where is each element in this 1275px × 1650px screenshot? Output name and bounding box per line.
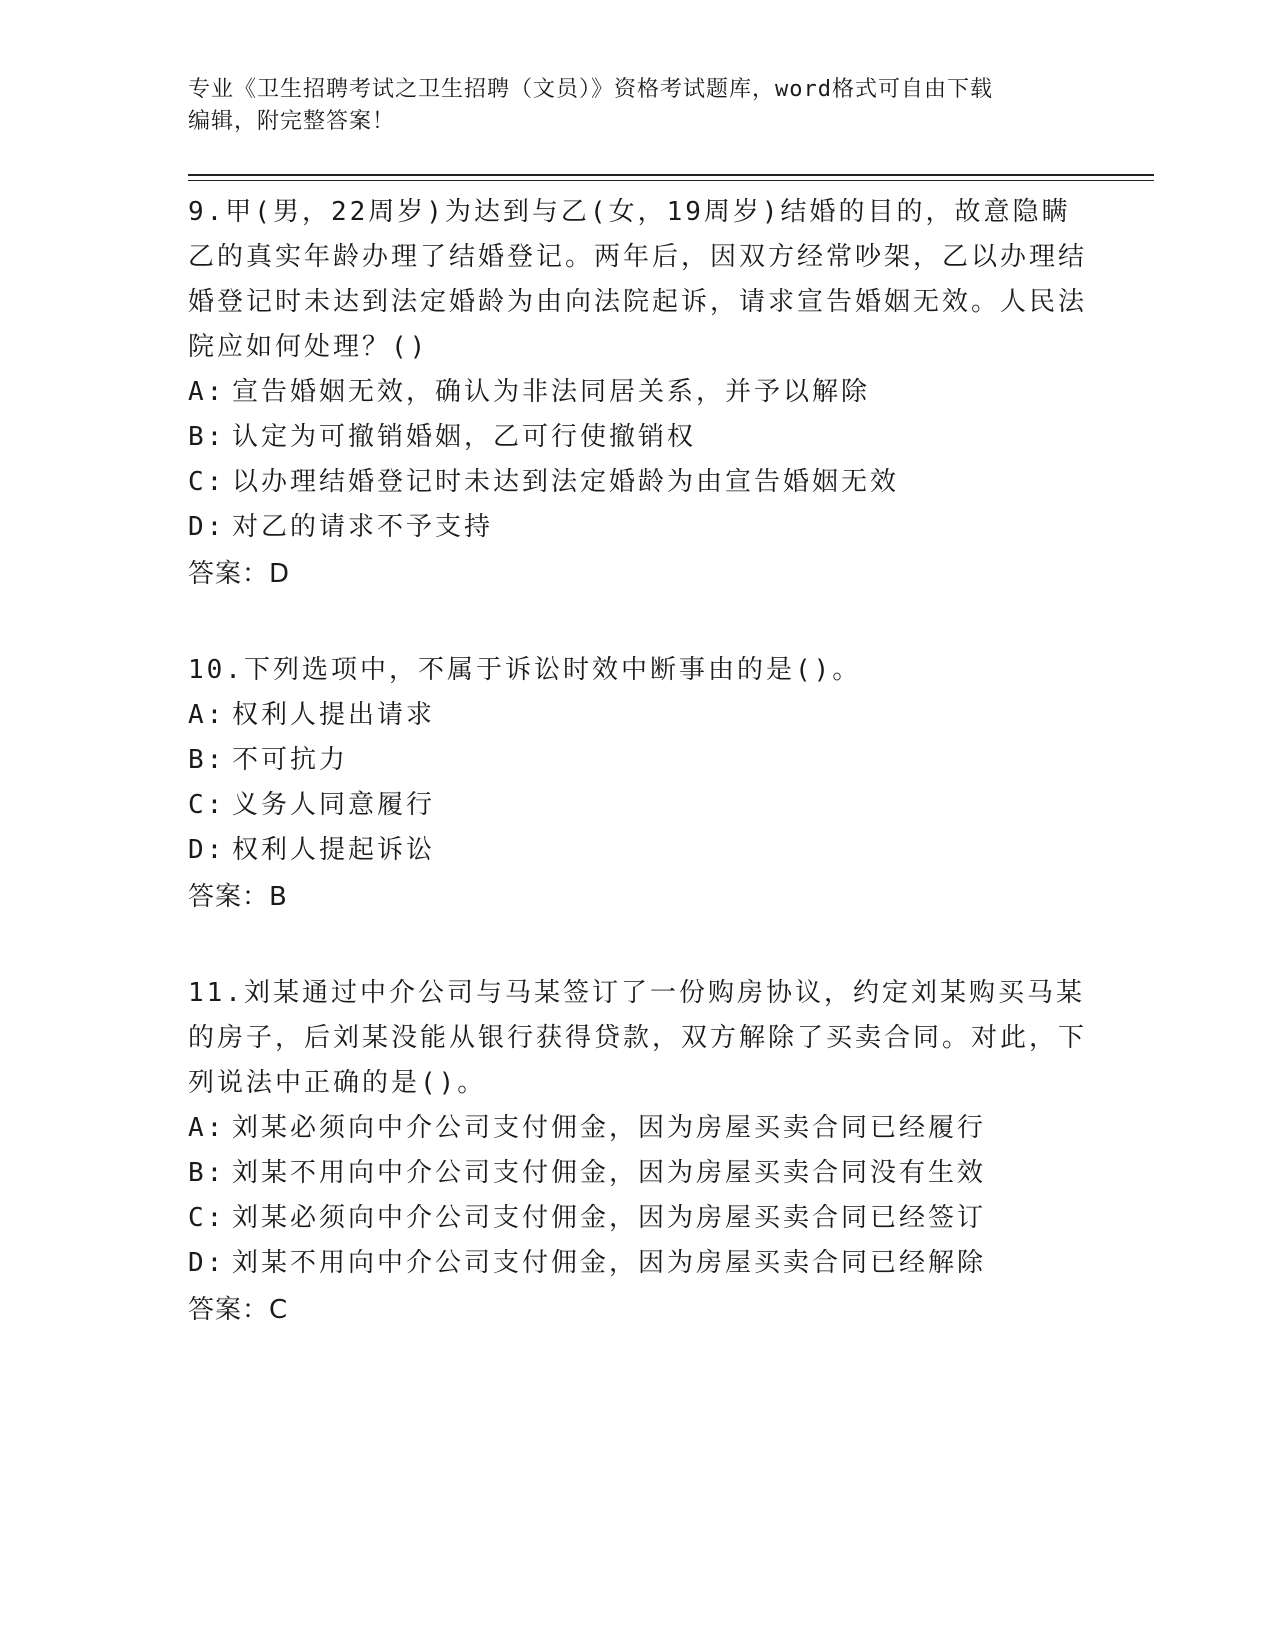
header-line-2: 编辑，附完整答案！: [188, 109, 396, 134]
option-letter: C:: [188, 467, 226, 497]
option-letter: C:: [188, 1203, 226, 1233]
option-letter: D:: [188, 512, 226, 542]
header-divider-thick: [188, 174, 1154, 176]
answer-line: 答案：D: [188, 559, 291, 589]
question-text: 11.刘某通过中介公司与马某签订了一份购房协议，约定刘某购买马某的房子，后刘某没能从银行获得贷款，双方解除了买卖合同。对此，下列说法中正确的是()。: [188, 978, 1088, 1098]
option-a: [188, 693, 1088, 738]
option-c: [188, 1196, 1088, 1241]
question-text: 9.甲(男，22周岁)为达到与乙(女，19周岁)结婚的目的，故意隐瞒乙的真实年龄办理了结婚登记。两年后，因双方经常吵架，乙以办理结婚登记时未达到法定婚龄为由向法院起诉，请求宣告婚姻无效。人民法院应如何处理？(): [188, 197, 1088, 362]
option-letter: B:: [188, 745, 226, 775]
option-text: 认定为可撤销婚姻，乙可行使撤销权: [232, 422, 697, 452]
question-text: 10.下列选项中，不属于诉讼时效中断事由的是()。: [188, 655, 862, 685]
option-c: [188, 783, 1088, 828]
option-text: 对乙的请求不予支持: [232, 512, 494, 542]
option-letter: D:: [188, 835, 226, 865]
document-header: [188, 74, 1088, 138]
answer-line: 答案：B: [188, 882, 288, 912]
option-letter: C:: [188, 790, 226, 820]
option-b: [188, 415, 1088, 460]
option-text: 以办理结婚登记时未达到法定婚龄为由宣告婚姻无效: [232, 467, 900, 497]
option-c: [188, 460, 1088, 505]
option-text: 权利人提起诉讼: [232, 835, 436, 865]
option-letter: D:: [188, 1248, 226, 1278]
option-letter: A:: [188, 700, 226, 730]
option-d: [188, 1241, 1088, 1286]
option-text: 宣告婚姻无效，确认为非法同居关系，并予以解除: [232, 377, 871, 407]
option-text: 义务人同意履行: [232, 790, 436, 820]
option-d: [188, 505, 1088, 550]
option-text: 刘某不用向中介公司支付佣金，因为房屋买卖合同没有生效: [232, 1158, 987, 1188]
question-11: [188, 971, 1088, 1334]
option-letter: B:: [188, 1158, 226, 1188]
question-9: [188, 190, 1088, 598]
option-text: 不可抗力: [232, 745, 349, 775]
option-text: 权利人提出请求: [232, 700, 436, 730]
option-text: 刘某必须向中介公司支付佣金，因为房屋买卖合同已经签订: [232, 1203, 987, 1233]
option-letter: A:: [188, 1113, 226, 1143]
option-letter: B:: [188, 422, 226, 452]
header-line-1: 专业《卫生招聘考试之卫生招聘（文员）》资格考试题库，word格式可自由下载: [188, 77, 993, 102]
option-text: 刘某不用向中介公司支付佣金，因为房屋买卖合同已经解除: [232, 1248, 987, 1278]
question-10: [188, 648, 1088, 921]
question-list: [188, 190, 1088, 1384]
option-b: [188, 738, 1088, 783]
option-b: [188, 1151, 1088, 1196]
option-text: 刘某必须向中介公司支付佣金，因为房屋买卖合同已经履行: [232, 1113, 987, 1143]
option-a: [188, 1106, 1088, 1151]
header-divider-thin: [188, 180, 1154, 181]
option-d: [188, 828, 1088, 873]
answer-line: 答案：C: [188, 1295, 289, 1325]
option-a: [188, 370, 1088, 415]
option-letter: A:: [188, 377, 226, 407]
